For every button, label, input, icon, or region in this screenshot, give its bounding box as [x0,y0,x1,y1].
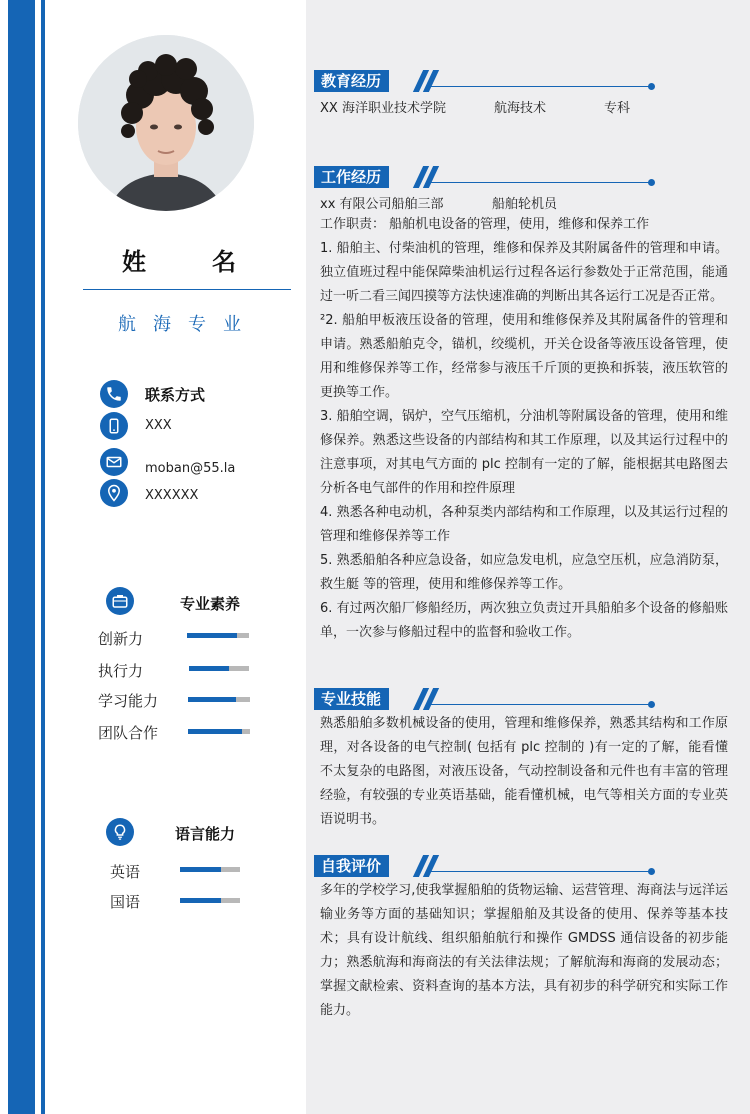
work-item-3: 3. 船舶空调，锅炉，空气压缩机，分油机等附属设备的管理，使用和维修保养。熟悉这些设备的内部结构和其工作原理，以及其运行过程中的注意事项，对其电气方面的 plc 控制有一定的了解，能根据其电路图去分析各电气部件的作用和控件原理 [320,409,728,496]
header-line [430,182,650,183]
avatar [78,35,254,211]
header-dot [648,179,655,186]
header-dot [648,701,655,708]
name-second-char: 名 [212,248,236,276]
work-item-2: ²2. 船舶甲板液压设备的管理，使用和维修保养及其附属备件的管理和申请。熟悉船舶克令，锚机，绞缆机，开关仓设备等液压设备管理，使用和维修保养等工作，经常参与液压千斤顶的更换和拆装，液压软管的更换等工作。 [320,313,728,400]
work-details [320,213,728,645]
self-paragraph: 多年的学校学习,使我掌握船舶的货物运输、运营管理、海商法与远洋运输业务等方面的基础知识；掌握船舶及其设备的使用、保养等基本技术；具有设计航线、组织船舶航行和操作 GMDSS 通信设备的初步能力；熟悉航海和海商法的有关法律法规；了解航海和海商的发展动态；掌握文献检索、资料查询的基本方法，具有初步的科学研究和实际工作能力。 [320,883,728,1018]
education-title: 教育经历 [314,70,389,92]
ability-label-4: 团队合作 [98,724,159,742]
ability-label-3: 学习能力 [98,692,159,710]
skills-title: 专业技能 [314,688,389,710]
contact-phone: XXX [145,418,172,433]
language-bar-2 [180,898,240,903]
left-stripe-thin [41,0,45,1114]
ability-fill [189,666,229,671]
skills-header [314,688,664,710]
self-header [314,855,664,877]
work-item-5: 5. 熟悉船舶各种应急设备，如应急发电机，应急空压机，应急消防泵，救生艇 等的管理，使用和维修保养等工作。 [320,553,728,592]
lightbulb-icon [106,818,134,846]
header-dot [648,868,655,875]
work-position: 船舶轮机员 [492,197,558,212]
language-label-2: 国语 [110,893,141,911]
self-title: 自我评价 [314,855,389,877]
work-item-4: 4. 熟悉各种电动机，各种泵类内部结构和工作原理，以及其运行过程的管理和维修保养等工作 [320,505,728,544]
language-fill [180,867,221,872]
education-school: XX 海洋职业技术学院 [320,101,446,116]
header-line [430,704,650,705]
ability-fill [187,633,237,638]
ability-bar-4 [188,729,250,734]
person-name [80,242,252,276]
contact-title: 联系方式 [145,386,206,404]
education-degree: 专科 [604,101,631,116]
ability-bar-2 [189,666,249,671]
language-label-1: 英语 [110,863,141,881]
work-header [314,166,664,188]
language-bar-1 [180,867,240,872]
ability-fill [188,697,236,702]
header-dot [648,83,655,90]
languages-title: 语言能力 [175,825,236,843]
briefcase-icon [106,587,134,615]
work-item-6: 6. 有过两次船厂修船经历，两次独立负责过开具船舶多个设备的修船账单，一次参与修船过程中的监督和验收工作。 [320,601,728,640]
work-title: 工作经历 [314,166,389,188]
ability-bar-1 [187,633,249,638]
mobile-icon [100,412,128,440]
mail-icon [100,448,128,476]
left-stripe-thick [8,0,35,1114]
self-text [320,879,728,1023]
ability-fill [188,729,242,734]
ability-bar-3 [188,697,250,702]
contact-email: moban@55.la [145,461,236,476]
education-major: 航海技术 [494,101,547,116]
abilities-title: 专业素养 [180,595,241,613]
location-icon [100,479,128,507]
ability-label-2: 执行力 [98,662,144,680]
header-line [430,871,650,872]
work-company: xx 有限公司船舶三部 [320,197,444,212]
phone-icon [100,380,128,408]
language-fill [180,898,221,903]
name-first-char: 姓 [122,248,146,276]
skills-text [320,712,728,832]
name-divider [83,289,291,290]
major-title: 航海专业 [118,314,258,335]
contact-address: XXXXXX [145,488,199,503]
skills-paragraph: 熟悉船舶多数机械设备的使用，管理和维修保养，熟悉其结构和工作原理，对各设备的电气控制( 包括有 plc 控制的 )有一定的了解，能看懂不太复杂的电路图，对液压设备，气动控制设备和元件也有丰富的管理经验，有较强的专业英语基础，能看懂机械，电气等相关方面的专业英语说明书。 [320,716,728,827]
ability-label-1: 创新力 [98,630,144,648]
header-line [430,86,650,87]
education-header [314,70,664,92]
work-duty: 工作职责： 船舶机电设备的管理，使用，维修和保养工作 [320,217,650,232]
work-item-1: 1. 船舶主、付柴油机的管理，维修和保养及其附属备件的管理和申请。独立值班过程中能保障柴油机运行过程各运行参数处于正常范围，能通过一听二看三闻四摸等方法快速准确的判断出其各运行工况是否正常。 [320,241,728,304]
